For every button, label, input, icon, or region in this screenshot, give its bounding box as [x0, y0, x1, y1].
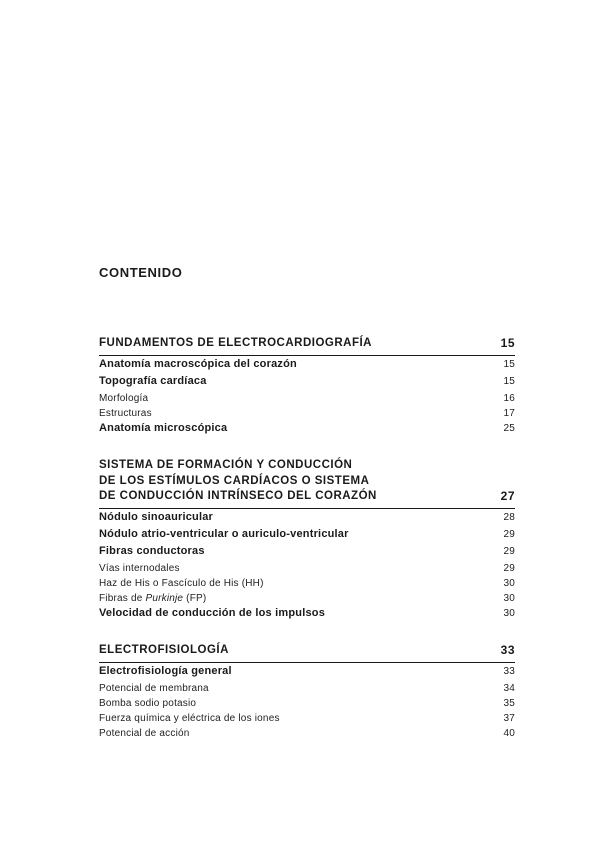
toc-page-number: 29: [503, 563, 515, 574]
toc-subsection[interactable]: [99, 682, 515, 696]
toc-section[interactable]: [99, 606, 515, 620]
toc-page-number: 30: [503, 593, 515, 604]
chapter-title: [99, 458, 377, 505]
toc-page-number: 33: [503, 666, 515, 677]
toc-subsection[interactable]: [99, 562, 515, 576]
chapter-title-line: DE LOS ESTÍMULOS CARDÍACOS O SISTEMA: [99, 474, 370, 487]
toc-section[interactable]: [99, 357, 515, 371]
toc-page-number: 37: [503, 713, 515, 724]
chapter-heading-electrofisiologia[interactable]: [99, 643, 515, 659]
toc-section-title: Nódulo atrio-ventricular o auriculo-ventricular: [99, 528, 349, 540]
toc-subsection-title: Potencial de membrana: [99, 683, 209, 694]
toc-section-title: Anatomía microscópica: [99, 422, 228, 434]
toc-subsection[interactable]: [99, 727, 515, 741]
toc-section[interactable]: [99, 544, 515, 558]
toc-section[interactable]: [99, 527, 515, 541]
chapter-title-line: SISTEMA DE FORMACIÓN Y CONDUCCIÓN: [99, 459, 353, 471]
toc-section-title: Nódulo sinoauricular: [99, 511, 214, 523]
chapter-page-number: 33: [500, 643, 515, 657]
toc-subsection[interactable]: [99, 577, 515, 591]
toc-page-number: 30: [503, 608, 515, 619]
toc-page-number: 35: [503, 698, 515, 709]
toc-page-number: 17: [503, 408, 515, 419]
chapter-title: FUNDAMENTOS DE ELECTROCARDIOGRAFÍA: [99, 337, 372, 349]
toc-section-title: Fibras conductoras: [99, 545, 205, 557]
chapter-page-number: 27: [500, 489, 515, 503]
toc-subsection-title: Fuerza química y eléctrica de los iones: [99, 713, 280, 724]
chapter-divider: [99, 508, 515, 509]
chapter-title-line: DE CONDUCCIÓN INTRÍNSECO DEL CORAZÓN: [99, 490, 377, 502]
toc-section-title: Electrofisiología general: [99, 665, 232, 677]
toc-subsection-title: Estructuras: [99, 408, 152, 419]
toc-subsection-title: Fibras de Purkinje (FP): [99, 593, 207, 604]
toc-subsection-title: Potencial de acción: [99, 728, 190, 739]
toc-subsection-title: Bomba sodio potasio: [99, 698, 197, 709]
toc-section[interactable]: [99, 510, 515, 524]
toc-section-title: Topografía cardíaca: [99, 375, 207, 387]
toc-page-number: 15: [503, 359, 515, 370]
toc-subsection[interactable]: [99, 407, 515, 421]
toc-section-title: Anatomía macroscópica del corazón: [99, 358, 297, 370]
chapter-title: ELECTROFISIOLOGÍA: [99, 644, 229, 656]
toc-page-number: 15: [503, 376, 515, 387]
toc-page-number: 25: [503, 423, 515, 434]
toc-section[interactable]: [99, 664, 515, 678]
toc-subsection-title: Vías internodales: [99, 563, 180, 574]
toc-subsection-title: Morfología: [99, 393, 149, 404]
chapter-divider: [99, 662, 515, 663]
toc-section[interactable]: [99, 421, 515, 435]
toc-subsection[interactable]: [99, 697, 515, 711]
page-title: CONTENIDO: [99, 265, 183, 280]
chapter-heading-sistema-conduccion[interactable]: [99, 458, 515, 505]
toc-section[interactable]: [99, 374, 515, 388]
toc-page-number: 16: [503, 393, 515, 404]
toc-section-title: Velocidad de conducción de los impulsos: [99, 607, 326, 619]
toc-subsection[interactable]: [99, 712, 515, 726]
chapter-divider: [99, 355, 515, 356]
toc-page-number: 29: [503, 546, 515, 557]
toc-page-number: 29: [503, 529, 515, 540]
toc-page-number: 30: [503, 578, 515, 589]
chapter-heading-fundamentos[interactable]: [99, 336, 515, 352]
toc-page-number: 40: [503, 728, 515, 739]
toc-subsection[interactable]: [99, 592, 515, 606]
chapter-page-number: 15: [500, 336, 515, 350]
toc-subsection-title: Haz de His o Fascículo de His (HH): [99, 578, 264, 589]
toc-subsection[interactable]: [99, 392, 515, 406]
toc-page-number: 34: [503, 683, 515, 694]
toc-page-number: 28: [503, 512, 515, 523]
